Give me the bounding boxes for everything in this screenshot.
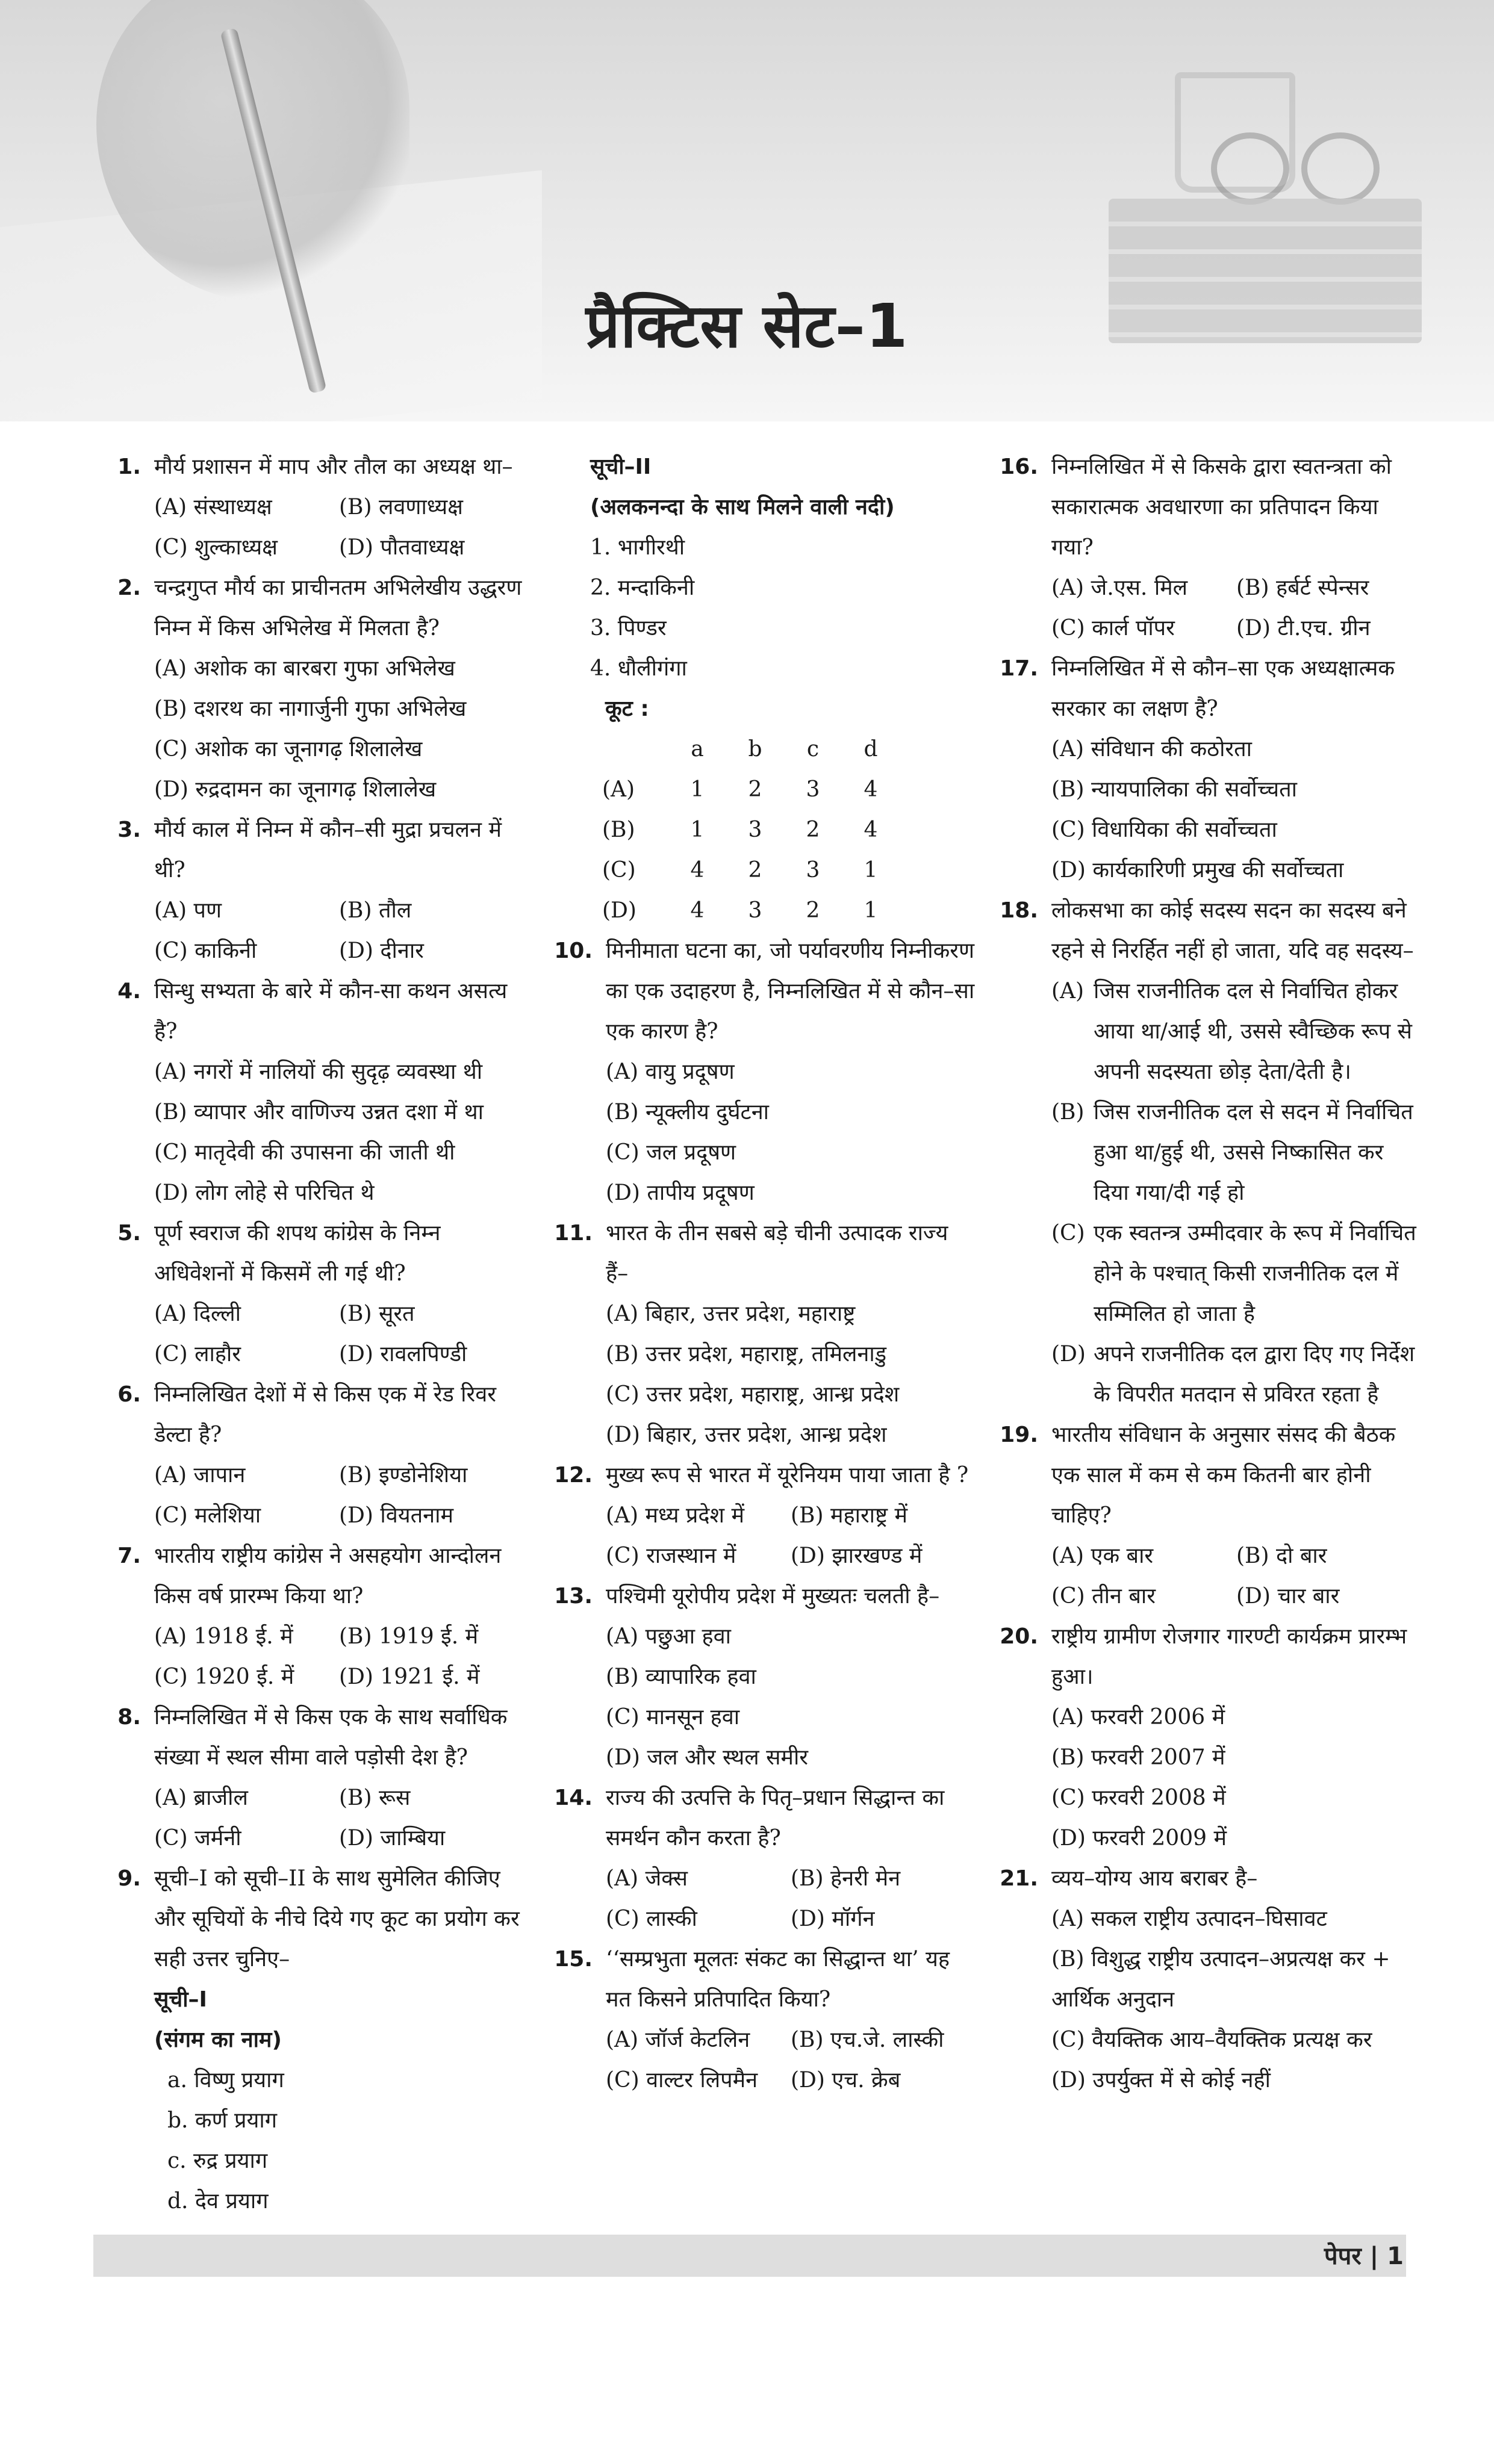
option-c: (C) शुल्काध्यक्ष xyxy=(154,535,278,560)
option-b: (B) महाराष्ट्र में xyxy=(791,1503,907,1528)
question-number: 2. xyxy=(117,576,141,600)
question-18 xyxy=(1000,890,1421,1415)
option-d: (D) जल और स्थल समीर xyxy=(606,1745,809,1770)
option-letter: (A) xyxy=(1051,979,1085,1004)
option-a xyxy=(1051,971,1421,1092)
code-row xyxy=(602,890,900,931)
option-d: (D) पौतवाध्यक्ष xyxy=(339,535,465,560)
column-1 xyxy=(102,447,524,2221)
option-b: (B) न्यायपालिका की सर्वोच्चता xyxy=(1051,777,1297,802)
question-10 xyxy=(554,931,976,1213)
option-b: (B) लवणाध्यक्ष xyxy=(339,495,463,520)
option-d: (D) फरवरी 2009 में xyxy=(1051,1826,1227,1851)
question-text: भारतीय संविधान के अनुसार संसद की बैठक एक साल में कम से कम कितनी बार होनी चाहिए? xyxy=(1051,1423,1396,1528)
page-number: पेपर | 1 xyxy=(1324,2242,1404,2270)
question-number: 20. xyxy=(1000,1624,1038,1649)
option-c: (C) फरवरी 2008 में xyxy=(1051,1786,1226,1810)
option-d xyxy=(1051,1334,1421,1415)
header-banner xyxy=(0,0,1494,421)
code-cell: 1 xyxy=(864,898,878,923)
code-cell: 1 xyxy=(690,818,705,842)
option-a: (A) नगरों में नालियों की सुदृढ़ व्यवस्था थी xyxy=(154,1060,483,1084)
option-d: (D) झारखण्ड में xyxy=(791,1544,923,1568)
option-a: (A) 1918 ई. में xyxy=(154,1624,293,1649)
option-c: (C) उत्तर प्रदेश, महाराष्ट्र, आन्ध्र प्रदेश xyxy=(606,1382,900,1407)
option-a: (A) जापान xyxy=(154,1463,246,1488)
option-c: (C) मानसून हवा xyxy=(606,1705,740,1730)
option-a: (A) फरवरी 2006 में xyxy=(1051,1705,1225,1730)
option-c: (C) वैयक्तिक आय–वैयक्तिक प्रत्यक्ष कर xyxy=(1051,2028,1372,2052)
question-8 xyxy=(102,1697,524,1858)
option-c: (C) कार्ल पॉपर xyxy=(1051,616,1175,641)
question-7 xyxy=(102,1536,524,1697)
option-d: (D) उपर्युक्त में से कोई नहीं xyxy=(1051,2068,1271,2093)
code-row xyxy=(602,850,900,890)
question-text: सिन्धु सभ्यता के बारे में कौन-सा कथन असत्य है? xyxy=(154,979,508,1044)
question-text: सूची–I को सूची–II के साथ सुमेलित कीजिए और सूचियों के नीचे दिये गए कूट का प्रयोग कर सही उत्तर चुनिए– xyxy=(154,1866,520,1972)
option-a: (A) दिल्ली xyxy=(154,1302,241,1326)
question-text: पूर्ण स्वराज की शपथ कांग्रेस के निम्न अधिवेशनों में किसमें ली गई थी? xyxy=(154,1221,441,1286)
option-b: (B) हेनरी मेन xyxy=(791,1866,901,1891)
question-text: निम्नलिखित में से किसके द्वारा स्वतन्त्रता को सकारात्मक अवधारणा का प्रतिपादन किया गया? xyxy=(1051,455,1392,560)
question-number: 7. xyxy=(117,1544,141,1568)
code-cell: 3 xyxy=(806,858,820,883)
code-cell: 1 xyxy=(690,777,705,802)
question-3 xyxy=(102,810,524,971)
question-text: मुख्य रूप से भारत में यूरेनियम पाया जाता है ? xyxy=(606,1463,969,1488)
option-d: (D) टी.एच. ग्रीन xyxy=(1236,616,1371,641)
question-text: मौर्य काल में निम्न में कौन–सी मुद्रा प्रचलन में थी? xyxy=(154,818,502,883)
option-a: (A) पण xyxy=(154,898,222,923)
question-6 xyxy=(102,1374,524,1536)
option-d: (D) चार बार xyxy=(1236,1584,1340,1609)
option-b xyxy=(1051,1092,1421,1213)
question-number: 5. xyxy=(117,1221,141,1246)
list-1-item: b. कर्ण प्रयाग xyxy=(167,2108,278,2133)
option-a: (A) सकल राष्ट्रीय उत्पादन–घिसावट xyxy=(1051,1907,1327,1931)
code-cell xyxy=(602,729,668,769)
question-9-continued xyxy=(554,447,976,931)
code-cell: 4 xyxy=(864,818,878,842)
option-d: (D) जाम्बिया xyxy=(339,1826,446,1851)
question-text: भारतीय राष्ट्रीय कांग्रेस ने असहयोग आन्दोलन किस वर्ष प्रारम्भ किया था? xyxy=(154,1544,502,1609)
option-text: एक स्वतन्त्र उम्मीदवार के रूप में निर्वाचित होने के पश्चात् किसी राजनीतिक दल में सम्मिलित हो जाता है xyxy=(1094,1221,1416,1326)
option-text: अपने राजनीतिक दल द्वारा दिए गए निर्देश के विपरीत मतदान से प्रविरत रहता है xyxy=(1094,1342,1415,1407)
option-text: जिस राजनीतिक दल से निर्वाचित होकर आया था/आई थी, उससे स्वैच्छिक रूप से अपनी सदस्यता छोड़ देता/देती है। xyxy=(1094,979,1412,1084)
question-number: 4. xyxy=(117,979,141,1004)
list-2-title: सूची–II xyxy=(590,455,652,479)
option-a: (A) बिहार, उत्तर प्रदेश, महाराष्ट्र xyxy=(606,1302,856,1326)
option-a: (A) जे.एस. मिल xyxy=(1051,576,1188,600)
question-text: निम्नलिखित देशों में से किस एक में रेड रिवर डेल्टा है? xyxy=(154,1382,496,1447)
option-c: (C) जल प्रदूषण xyxy=(606,1140,736,1165)
question-12 xyxy=(554,1455,976,1576)
question-number: 3. xyxy=(117,818,141,842)
option-a: (A) मध्य प्रदेश में xyxy=(606,1503,744,1528)
option-c: (C) मलेशिया xyxy=(154,1503,261,1528)
question-14 xyxy=(554,1778,976,1939)
question-19 xyxy=(1000,1415,1421,1616)
list-1-item: d. देव प्रयाग xyxy=(167,2189,269,2214)
option-c: (C) 1920 ई. में xyxy=(154,1665,294,1689)
option-a: (A) पछुआ हवा xyxy=(606,1624,731,1649)
option-b: (B) सूरत xyxy=(339,1302,415,1326)
question-1 xyxy=(102,447,524,568)
question-11 xyxy=(554,1213,976,1455)
question-text: राज्य की उत्पत्ति के पितृ–प्रधान सिद्धान्त का समर्थन कौन करता है? xyxy=(606,1786,945,1851)
question-20 xyxy=(1000,1616,1421,1858)
option-a: (A) ब्राजील xyxy=(154,1786,248,1810)
question-number: 16. xyxy=(1000,455,1038,479)
option-b: (B) दो बार xyxy=(1236,1544,1327,1568)
option-d: (D) रावलपिण्डी xyxy=(339,1342,467,1367)
glasses-icon xyxy=(1211,132,1380,199)
page-title: प्रैक्टिस सेट–1 xyxy=(585,291,909,361)
code-cell: b xyxy=(748,737,762,762)
footer-bar xyxy=(93,2235,1406,2277)
code-cell: c xyxy=(806,737,820,762)
question-2 xyxy=(102,568,524,810)
question-text: भारत के तीन सबसे बड़े चीनी उत्पादक राज्य हैं– xyxy=(606,1221,948,1286)
option-a: (A) संविधान की कठोरता xyxy=(1051,737,1252,762)
code-cell: 2 xyxy=(748,777,762,802)
column-3 xyxy=(1000,447,1421,2100)
question-number: 8. xyxy=(117,1705,141,1730)
code-cell: 4 xyxy=(690,858,705,883)
option-a: (A) अशोक का बारबरा गुफा अभिलेख xyxy=(154,656,455,681)
option-b: (B) व्यापारिक हवा xyxy=(606,1665,756,1689)
option-letter: (D) xyxy=(1051,1342,1086,1367)
option-c: (C) मातृदेवी की उपासना की जाती थी xyxy=(154,1140,455,1165)
question-21 xyxy=(1000,1858,1421,2100)
option-b: (B) विशुद्ध राष्ट्रीय उत्पादन–अप्रत्यक्ष कर + आर्थिक अनुदान xyxy=(1051,1947,1390,2012)
list-1-title: सूची–I xyxy=(154,1987,207,2012)
option-d: (D) तापीय प्रदूषण xyxy=(606,1181,755,1205)
question-17 xyxy=(1000,648,1421,890)
option-b: (B) 1919 ई. में xyxy=(339,1624,479,1649)
option-d: (D) मॉर्गन xyxy=(791,1907,875,1931)
option-b: (B) रूस xyxy=(339,1786,411,1810)
question-15 xyxy=(554,1939,976,2100)
option-c: (C) राजस्थान में xyxy=(606,1544,736,1568)
question-number: 11. xyxy=(554,1221,593,1246)
option-a: (A) जेक्स xyxy=(606,1866,688,1891)
list-2-item: 2. मन्दाकिनी xyxy=(590,576,695,600)
option-d: (D) बिहार, उत्तर प्रदेश, आन्ध्र प्रदेश xyxy=(606,1423,887,1447)
option-c: (C) जर्मनी xyxy=(154,1826,241,1851)
question-number: 19. xyxy=(1000,1423,1038,1447)
option-b: (B) व्यापार और वाणिज्य उन्नत दशा में था xyxy=(154,1100,484,1125)
question-number: 21. xyxy=(1000,1866,1038,1891)
code-cell: 3 xyxy=(748,898,762,923)
question-number: 1. xyxy=(117,455,141,479)
question-text: पश्चिमी यूरोपीय प्रदेश में मुख्यतः चलती है– xyxy=(606,1584,940,1609)
question-16 xyxy=(1000,447,1421,648)
option-c: (C) काकिनी xyxy=(154,939,257,963)
code-row xyxy=(602,810,900,850)
code-cell: 2 xyxy=(806,818,820,842)
option-b: (B) दशरथ का नागार्जुनी गुफा अभिलेख xyxy=(154,697,467,721)
option-a: (A) वायु प्रदूषण xyxy=(606,1060,735,1084)
option-letter: (B) xyxy=(1051,1100,1085,1125)
question-text: लोकसभा का कोई सदस्य सदन का सदस्य बने रहने से निरर्हित नहीं हो जाता, यदि वह सदस्य– xyxy=(1051,898,1414,963)
code-cell: 1 xyxy=(864,858,878,883)
option-d: (D) वियतनाम xyxy=(339,1503,453,1528)
option-c: (C) विधायिका की सर्वोच्चता xyxy=(1051,818,1277,842)
question-text: ‘‘सम्प्रभुता मूलतः संकट का सिद्धान्त था’ यह मत किसने प्रतिपादित किया? xyxy=(606,1947,950,2012)
question-text: निम्नलिखित में से किस एक के साथ सर्वाधिक संख्या में स्थल सीमा वाले पड़ोसी देश है? xyxy=(154,1705,508,1770)
code-row xyxy=(602,769,900,810)
option-c: (C) अशोक का जूनागढ़ शिलालेख xyxy=(154,737,423,762)
option-a: (A) एक बार xyxy=(1051,1544,1154,1568)
code-header-row xyxy=(602,729,900,769)
code-cell: 4 xyxy=(690,898,705,923)
option-d: (D) एच. क्रेब xyxy=(791,2068,901,2093)
option-a: (A) जॉर्ज केटलिन xyxy=(606,2028,750,2052)
question-number: 14. xyxy=(554,1786,593,1810)
option-c: (C) लास्की xyxy=(606,1907,697,1931)
list-2-item: 1. भागीरथी xyxy=(590,535,685,560)
option-text: जिस राजनीतिक दल से सदन में निर्वाचित हुआ था/हुई थी, उससे निष्कासित कर दिया गया/दी गई हो xyxy=(1094,1100,1413,1205)
question-9 xyxy=(102,1858,524,2221)
code-cell: (C) xyxy=(602,858,636,883)
option-c: (C) वाल्टर लिपमैन xyxy=(606,2068,758,2093)
question-number: 17. xyxy=(1000,656,1038,681)
option-b: (B) उत्तर प्रदेश, महाराष्ट्र, तमिलनाडु xyxy=(606,1342,886,1367)
list-2-item: 4. धौलीगंगा xyxy=(590,656,687,681)
question-text: मिनीमाता घटना का, जो पर्यावरणीय निम्नीकरण का एक उदाहरण है, निम्नलिखित में से कौन–सा एक कारण है? xyxy=(606,939,975,1044)
code-cell: 3 xyxy=(806,777,820,802)
option-a: (A) संस्थाध्यक्ष xyxy=(154,495,272,520)
question-text: राष्ट्रीय ग्रामीण रोजगार गारण्टी कार्यक्रम प्रारम्भ हुआ। xyxy=(1051,1624,1407,1689)
question-number: 9. xyxy=(117,1866,141,1891)
question-number: 12. xyxy=(554,1463,593,1488)
option-d: (D) कार्यकारिणी प्रमुख की सर्वोच्चता xyxy=(1051,858,1344,883)
list-2-item: 3. पिण्डर xyxy=(590,616,667,641)
option-c: (C) लाहौर xyxy=(154,1342,241,1367)
question-text: व्यय–योग्य आय बराबर है– xyxy=(1051,1866,1258,1891)
option-b: (B) इण्डोनेशिया xyxy=(339,1463,468,1488)
option-d: (D) 1921 ई. में xyxy=(339,1665,480,1689)
code-cell: 4 xyxy=(864,777,878,802)
option-c xyxy=(1051,1213,1421,1334)
list-1-subtitle: (संगम का नाम) xyxy=(154,2028,282,2052)
option-b: (B) हर्बर्ट स्पेन्सर xyxy=(1236,576,1369,600)
code-cell: (D) xyxy=(602,898,637,923)
column-2 xyxy=(554,447,976,2100)
code-label: कूट : xyxy=(605,697,649,721)
code-cell: 2 xyxy=(806,898,820,923)
question-number: 18. xyxy=(1000,898,1038,923)
question-number: 15. xyxy=(554,1947,593,1972)
question-13 xyxy=(554,1576,976,1778)
option-b: (B) एच.जे. लास्की xyxy=(791,2028,944,2052)
option-d: (D) दीनार xyxy=(339,939,424,963)
code-cell: (A) xyxy=(602,777,635,802)
question-text: चन्द्रगुप्त मौर्य का प्राचीनतम अभिलेखीय उद्धरण निम्न में किस अभिलेख में मिलता है? xyxy=(154,576,522,641)
question-5 xyxy=(102,1213,524,1374)
option-b: (B) फरवरी 2007 में xyxy=(1051,1745,1225,1770)
question-text: मौर्य प्रशासन में माप और तौल का अध्यक्ष था– xyxy=(154,455,513,479)
option-b: (B) न्यूक्लीय दुर्घटना xyxy=(606,1100,770,1125)
option-d: (D) लोग लोहे से परिचित थे xyxy=(154,1181,375,1205)
option-letter: (C) xyxy=(1051,1221,1085,1246)
question-number: 13. xyxy=(554,1584,593,1609)
option-d: (D) रुद्रदामन का जूनागढ़ शिलालेख xyxy=(154,777,437,802)
code-cell: 3 xyxy=(748,818,762,842)
code-cell: 2 xyxy=(748,858,762,883)
list-1-item: c. रुद्र प्रयाग xyxy=(167,2149,268,2173)
option-c: (C) तीन बार xyxy=(1051,1584,1156,1609)
question-4 xyxy=(102,971,524,1213)
option-b: (B) तौल xyxy=(339,898,412,923)
code-cell: a xyxy=(691,737,704,762)
question-number: 10. xyxy=(554,939,593,963)
list-2-subtitle: (अलकनन्दा के साथ मिलने वाली नदी) xyxy=(590,495,895,520)
question-number: 6. xyxy=(117,1382,141,1407)
question-text: निम्नलिखित में से कौन–सा एक अध्यक्षात्मक सरकार का लक्षण है? xyxy=(1051,656,1395,721)
list-1-item: a. विष्णु प्रयाग xyxy=(167,2068,284,2093)
answer-code-table xyxy=(602,729,900,931)
code-cell: d xyxy=(864,737,878,762)
code-cell: (B) xyxy=(602,818,635,842)
